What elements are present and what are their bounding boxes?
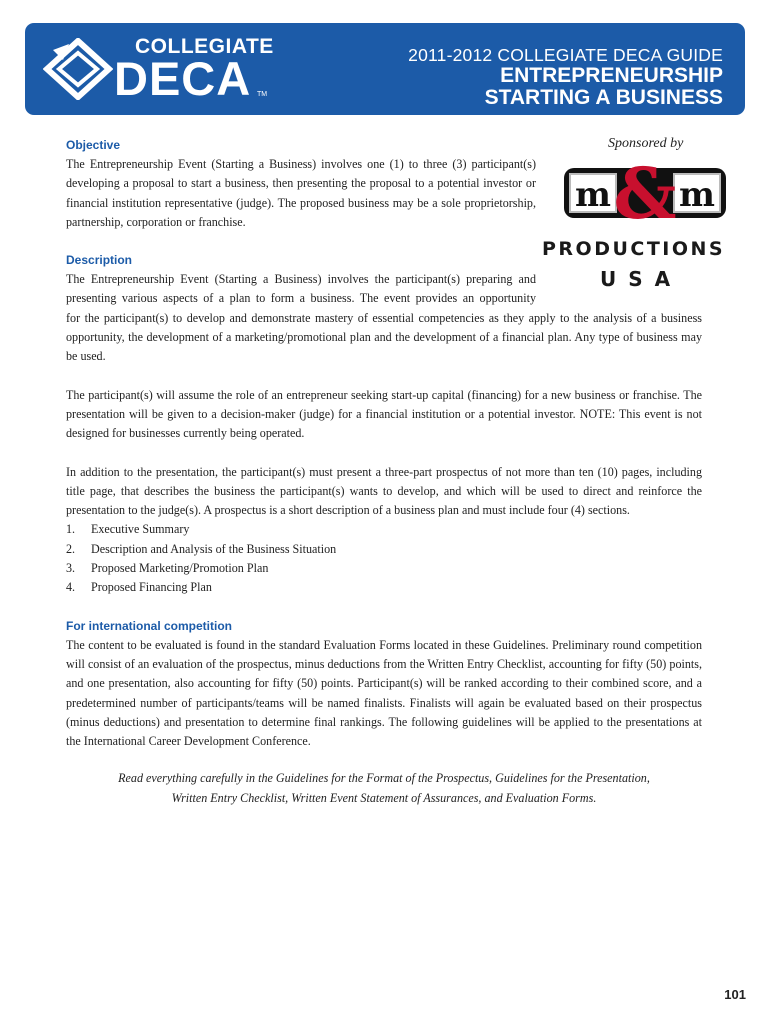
list-item: 3. Proposed Marketing/Promotion Plan [66, 561, 269, 576]
list-item: 1. Executive Summary [66, 522, 190, 537]
event-title [485, 65, 723, 109]
guidelines-note [66, 769, 702, 808]
sponsor-productions-text: PRODUCTIONS [542, 238, 726, 260]
logo-deca-text: DECA [114, 52, 252, 105]
page-number: 101 [724, 987, 746, 1002]
mm-logo-m1: m [575, 175, 611, 215]
prospectus-sections-list [66, 520, 702, 597]
international-heading: For international competition [66, 618, 233, 633]
guidelines-note-line1: Read everything carefully in the Guidelines for the Format of the Prospectus, Guidelines for the Presentation, [118, 771, 650, 786]
description-heading: Description [66, 253, 133, 268]
sponsor-usa-text: USA [600, 267, 683, 291]
mm-logo-m2: m [679, 175, 715, 215]
mm-logo-ampersand: & [613, 160, 677, 226]
main-content [66, 136, 702, 808]
international-text: The content to be evaluated is found in the standard Evaluation Forms located in these Guidelines. Preliminary round competition will consist of an evaluation of the prospectus, minus deductions from the Written Entry Checklist, accounting for fifty (50) points, and one presentation, also accounting for fifty (50) points. Participant(s) will be ranked according to their combined score, and a predetermined number of participants/teams will be named finalists. Finalists will again be evaluated based on their prospectus (minus deductions) and presentation to determine final rankings. The following guidelines will be applied to the presentations at the International Career Development Conference. [66, 637, 702, 749]
description-text-part2: for the participant(s) to develop and demonstrate mastery of essential competencies as they apply to the analysis of a business opportunity, the development of a marketing/promotional plan and the development of a financial plan. Any type of business may be used. [66, 310, 702, 364]
logo-trademark: TM [257, 91, 268, 98]
list-item: 2. Description and Analysis of the Business Situation [66, 541, 337, 556]
event-title-line1: ENTREPRENEURSHIP [500, 64, 723, 87]
guidelines-note-line2: Written Entry Checklist, Written Event Statement of Assurances, and Evaluation Forms. [171, 790, 597, 805]
objective-heading: Objective [66, 138, 121, 152]
sponsor-label: Sponsored by [608, 136, 684, 151]
event-title-line2: STARTING A BUSINESS [484, 86, 723, 109]
deca-diamond-logo-icon [43, 38, 113, 100]
description-text-part1: The Entrepreneurship Event (Starting a Business) involves the participant(s) preparing and presenting various aspects of a plan to form a business. The event provides an opportunity [66, 272, 536, 306]
role-text: The participant(s) will assume the role of an entrepreneur seeking start-up capital (financing) for a new business or franchise. The presentation will be given to a decision-maker (judge) for a financial institution or a potential investor. NOTE: This event is not designed for businesses currently being operated. [66, 387, 702, 441]
guide-title: 2011-2012 COLLEGIATE DECA GUIDE [408, 45, 723, 65]
objective-text: The Entrepreneurship Event (Starting a Business) involves one (1) to three (3) participant(s) developing a proposal to start a business, then presenting the proposal to a potential investor or financial institution representative (judge). The proposed business may be a sole proprietorship, partnership, corporation or franchise. [66, 157, 536, 229]
header-banner [25, 23, 745, 115]
logo-collegiate-text: COLLEGIATE [135, 35, 274, 58]
list-item: 4. Proposed Financing Plan [66, 580, 212, 595]
prospectus-text: In addition to the presentation, the participant(s) must present a three-part prospectus of not more than ten (10) pages, including title page, that describes the business the participant(s) wants to develop, and which will be used to direct and reinforce the presentation to the judge(s). A prospectus is a short description of a business plan and must include four (4) sections. [66, 464, 702, 518]
